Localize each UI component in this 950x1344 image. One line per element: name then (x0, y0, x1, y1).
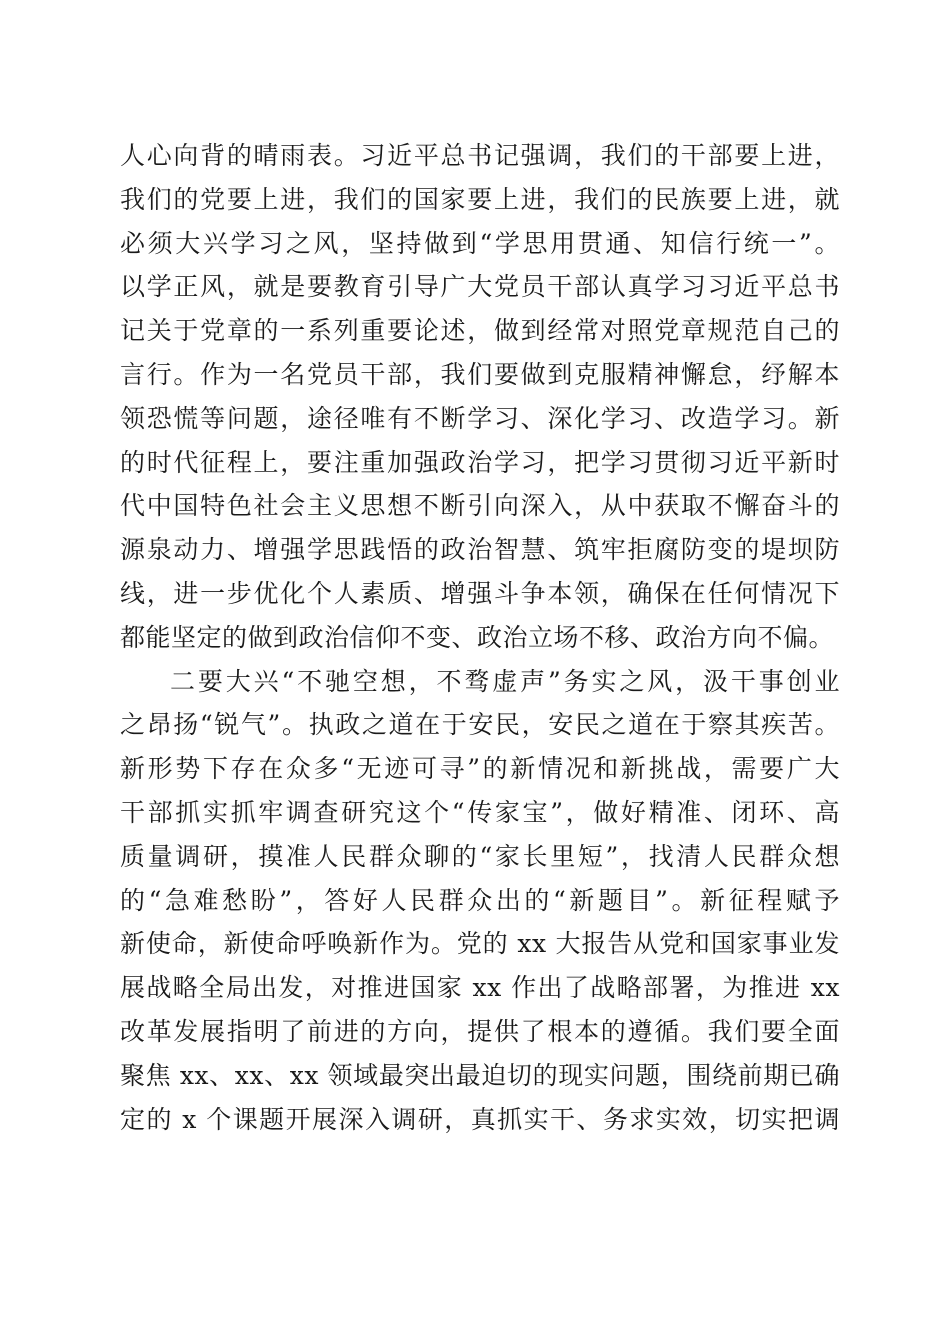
paragraph-end-line: 都能坚定的做到政治信仰不变、政治立场不移、政治方向不偏。 (120, 622, 835, 652)
text-line: 的“急难愁盼”，答好人民群众出的“新题目”。新征程赋予 (120, 885, 840, 915)
text-line: 必须大兴学习之风，坚持做到“学思用贯通、知信行统一”。 (120, 228, 840, 258)
text-line: 定的 x 个课题开展深入调研，真抓实干、务求实效，切实把调 (120, 1104, 840, 1134)
text-line: 干部抓实抓牢调查研究这个“传家宝”，做好精准、闭环、高 (120, 797, 840, 827)
text-line: 以学正风，就是要教育引导广大党员干部认真学习习近平总书 (120, 272, 840, 302)
text-line: 代中国特色社会主义思想不断引向深入，从中获取不懈奋斗的 (120, 491, 840, 521)
paragraph-start-line: 二要大兴“不驰空想，不骛虚声”务实之风，汲干事创业 (170, 666, 840, 696)
text-line: 改革发展指明了前进的方向，提供了根本的遵循。我们要全面 (120, 1016, 840, 1046)
text-line: 我们的党要上进，我们的国家要上进，我们的民族要上进，就 (120, 184, 840, 214)
text-line: 线，进一步优化个人素质、增强斗争本领，确保在任何情况下 (120, 578, 840, 608)
body-text (120, 134, 840, 1141)
text-line: 的时代征程上，要注重加强政治学习，把学习贯彻习近平新时 (120, 447, 840, 477)
text-line: 新形势下存在众多“无迹可寻”的新情况和新挑战，需要广大 (120, 754, 840, 784)
text-line: 源泉动力、增强学思践悟的政治智慧、筑牢拒腐防变的堤坝防 (120, 535, 840, 565)
text-line: 领恐慌等问题，途径唯有不断学习、深化学习、改造学习。新 (120, 403, 840, 433)
text-line: 质量调研，摸准人民群众聊的“家长里短”，找清人民群众想 (120, 841, 840, 871)
text-line: 人心向背的晴雨表。习近平总书记强调，我们的干部要上进， (120, 141, 840, 170)
text-line: 展战略全局出发，对推进国家 xx 作出了战略部署，为推进 xx (120, 973, 840, 1003)
text-line: 言行。作为一名党员干部，我们要做到克服精神懈怠，纾解本 (120, 359, 840, 389)
text-line: 之昂扬“锐气”。执政之道在于安民，安民之道在于察其疾苦。 (120, 710, 840, 740)
text-line: 聚焦 xx、xx、xx 领域最突出最迫切的现实问题，围绕前期已确 (120, 1060, 840, 1090)
text-line: 记关于党章的一系列重要论述，做到经常对照党章规范自己的 (120, 316, 840, 346)
text-line: 新使命，新使命呼唤新作为。党的 xx 大报告从党和国家事业发 (120, 929, 840, 959)
